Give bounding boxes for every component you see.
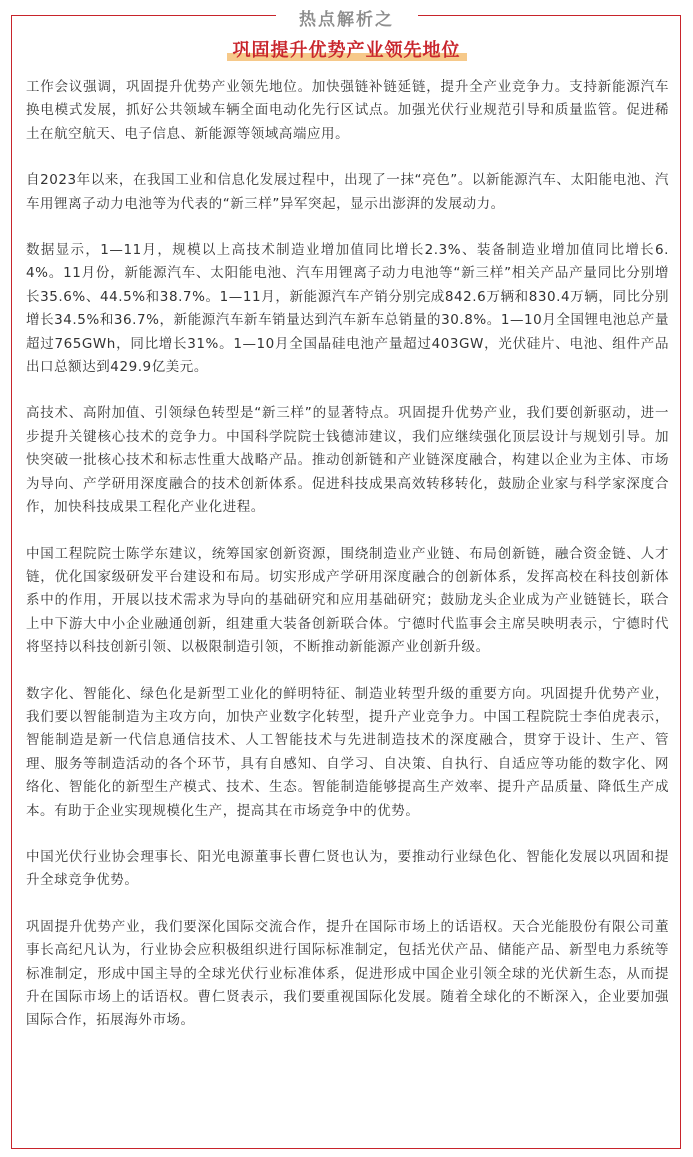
- article-title: 巩固提升优势产业领先地位: [232, 40, 461, 61]
- article-body: [26, 76, 669, 1056]
- paragraph-3: 数据显示，1—11月，规模以上高技术制造业增加值同比增长2.3%、装备制造业增加值同比增长6.4%。11月份，新能源汽车、太阳能电池、汽车用锂离子动力电池等“新三样”相关产品产量同比分别增长35.6%、44.5%和38.7%。1—11月，新能源汽车产销分别完成842.6万辆和830.4万辆，同比分别增长34.5%和36.7%，新能源汽车新车销量达到汽车新车总销量的30.8%。1—10月全国锂电池总产量超过765GWh，同比增长31%。1—10月全国晶硅电池产量超过403GW，光伏硅片、电池、组件产品出口总额达到429.9亿美元。: [26, 242, 669, 376]
- paragraph-8: 巩固提升优势产业，我们要深化国际交流合作，提升在国际市场上的话语权。天合光能股份有限公司董事长高纪凡认为，行业协会应积极组织进行国际标准制定，包括光伏产品、储能产品、新型电力系统等标准制定，形成中国主导的全球光伏行业标准体系，促进形成中国企业引领全球的光伏新生态，从而提升在国际市场上的话语权。曹仁贤表示，我们要重视国际化发展。随着全球化的不断深入，企业要加强国际合作，拓展海外市场。: [26, 918, 669, 1029]
- article-title-box: [227, 36, 467, 62]
- section-kicker: 热点解析之: [299, 10, 394, 30]
- paragraph-2: 自2023年以来，在我国工业和信息化发展过程中，出现了一抹“亮色”。以新能源汽车、太阳能电池、汽车用锂离子动力电池等为代表的“新三样”异军突起，显示出澎湃的发展动力。: [26, 172, 669, 212]
- article-header: [0, 0, 693, 70]
- title-wrap: [0, 36, 693, 62]
- paragraph-6: 数字化、智能化、绿色化是新型工业化的鲜明特征、制造业转型升级的重要方向。巩固提升优势产业，我们要以智能制造为主攻方向，加快产业数字化转型，提升产业竞争力。中国工程院院士李伯虎表示，智能制造是新一代信息通信技术、人工智能技术与先进制造技术的深度融合，贯穿于设计、生产、管理、服务等制造活动的各个环节，具有自感知、自学习、自决策、自执行、自适应等功能的数字化、网络化、智能化的新型生产模式、技术、生态。智能制造能够提高生产效率、提升产品质量、降低生产成本。有助于企业实现规模化生产，提高其在市场竞争中的优势。: [26, 685, 669, 819]
- paragraph-5: 中国工程院院士陈学东建议，统筹国家创新资源，围绕制造业产业链、布局创新链，融合资金链、人才链，优化国家级研发平台建设和布局。切实形成产学研用深度融合的创新体系，发挥高校在科技创新体系中的作用，开展以技术需求为导向的基础研究和应用基础研究；鼓励龙头企业成为产业链链长，联合上中下游大中小企业融通创新，组建重大装备创新联合体。宁德时代监事会主席吴映明表示，宁德时代将坚持以科技创新引领、以极限制造引领，不断推动新能源产业创新升级。: [26, 545, 669, 656]
- paragraph-7: 中国光伏行业协会理事长、阳光电源董事长曹仁贤也认为，要推动行业绿色化、智能化发展以巩固和提升全球竞争优势。: [26, 848, 669, 889]
- paragraph-1: 工作会议强调，巩固提升优势产业领先地位。加快强链补链延链，提升全产业竞争力。支持新能源汽车换电模式发展，抓好公共领域车辆全面电动化先行区试点。加强光伏行业规范引导和质量监管。促进稀土在航空航天、电子信息、新能源等领域高端应用。: [26, 79, 669, 142]
- paragraph-4: 高技术、高附加值、引领绿色转型是“新三样”的显著特点。巩固提升优势产业，我们要创新驱动，进一步提升关键核心技术的竞争力。中国科学院院士钱德沛建议，我们应继续强化顶层设计与规划引导。加快突破一批核心技术和标志性重大战略产品。推动创新链和产业链深度融合，构建以企业为主体、市场为导向、产学研用深度融合的技术创新体系。促进科技成果高效转移转化，鼓励企业家与科学家深度合作，加快科技成果工程化产业化进程。: [26, 405, 669, 516]
